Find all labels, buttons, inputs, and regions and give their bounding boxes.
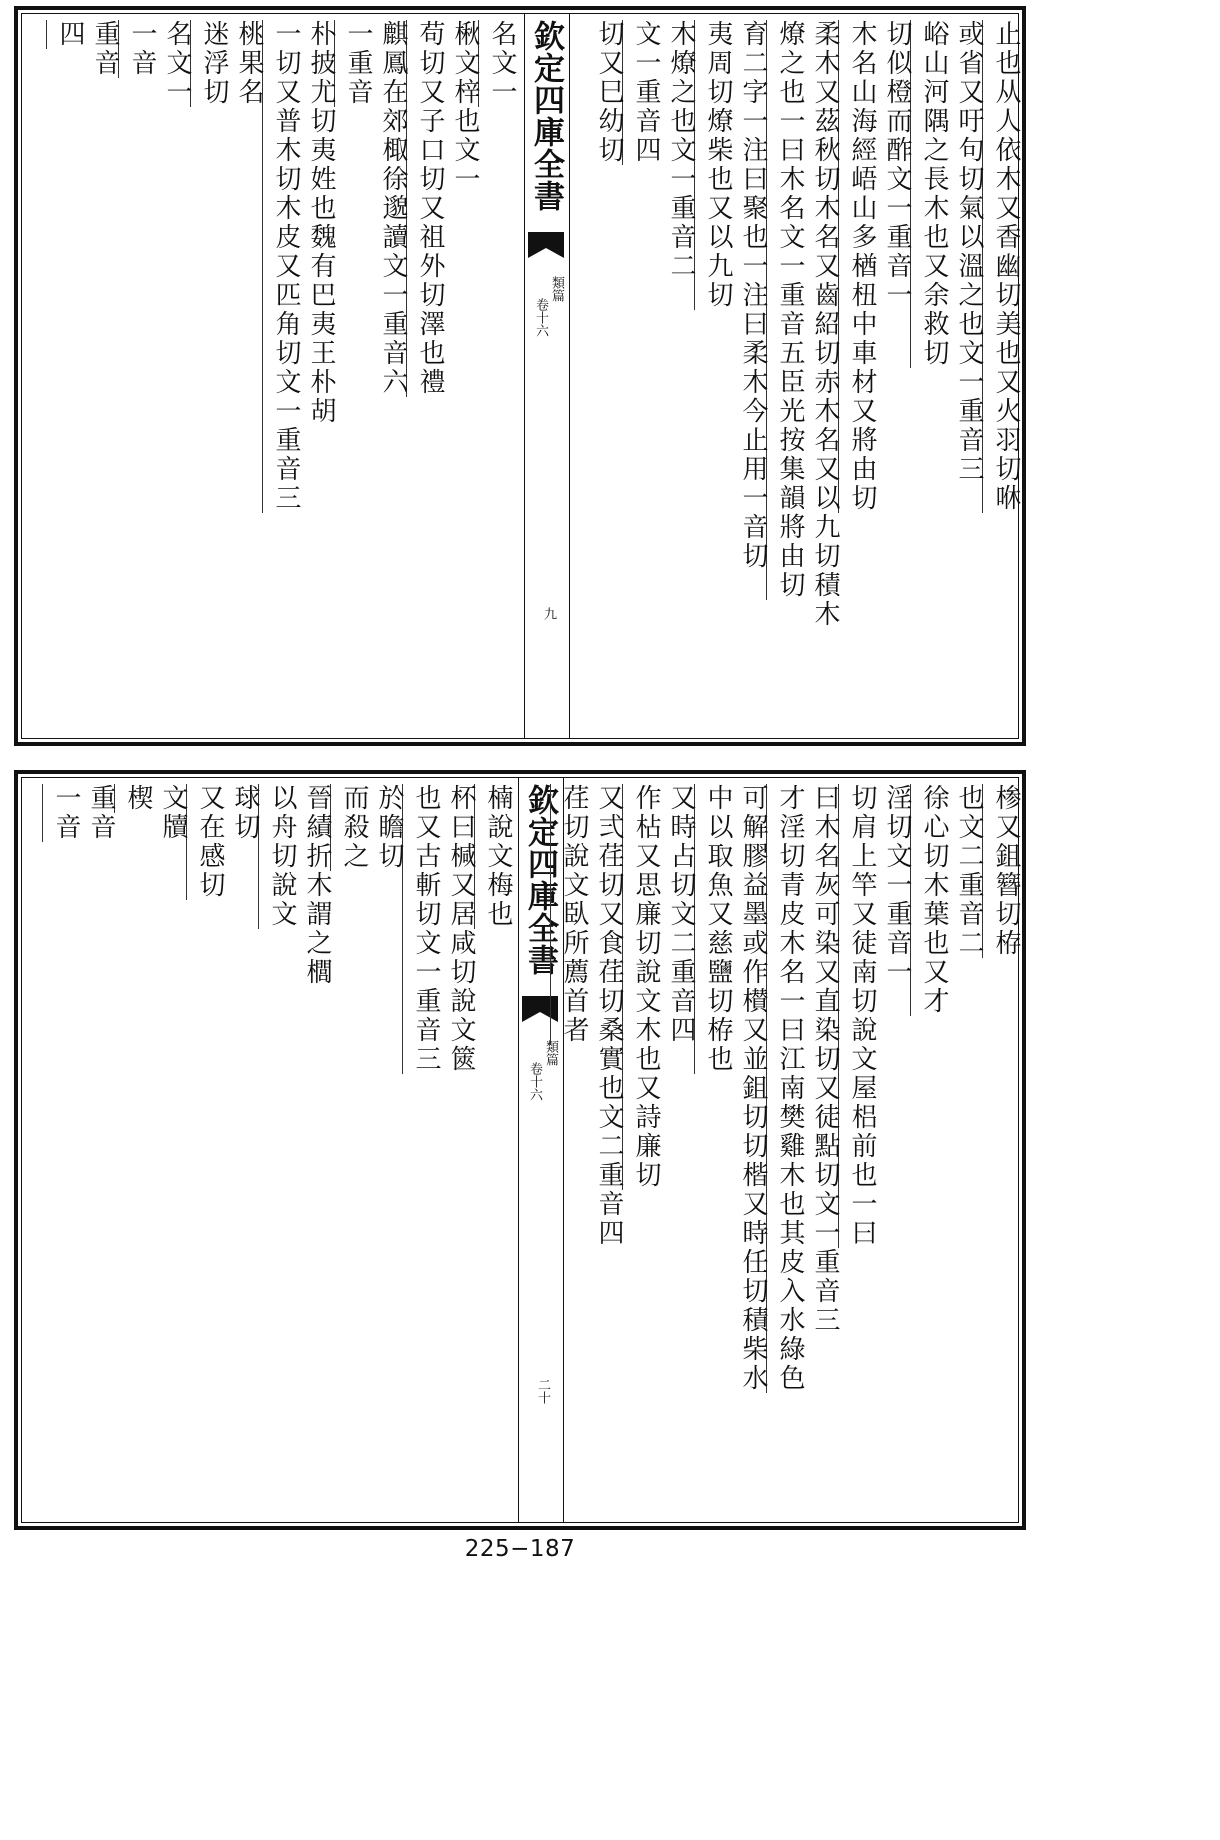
- lower-page-panel: [14, 770, 1026, 1530]
- text-column: 止也从人依木又香幽切美也又火羽切咻: [982, 20, 1021, 513]
- text-column: 球切: [230, 784, 260, 842]
- text-column: 峪山河隅之長木也又余救切: [910, 20, 949, 368]
- text-column: 柔木又茲秋切木名又齒紹切赤木名又以九切積木: [810, 20, 840, 629]
- text-column: 一切又普木切木皮又匹角切文一重音三: [262, 20, 301, 513]
- text-column: 迷浮切: [190, 20, 229, 107]
- upper-page-frame: [21, 13, 1019, 739]
- text-column: 朴披尤切夷姓也魏有巴夷王朴胡: [306, 20, 336, 426]
- upper-banxin-margin: [524, 14, 570, 738]
- text-column: 重音: [90, 20, 120, 78]
- text-column: 或省又吁句切氣以溫之也文一重音三: [954, 20, 984, 484]
- text-column: 木燎之也文一重音二: [666, 20, 696, 281]
- text-column: 淫切文一重音一: [882, 784, 912, 987]
- text-column: 才淫切青皮木名一曰江南樊雞木也其皮入水綠色: [766, 784, 805, 1393]
- text-column: 燎之也一曰木名文一重音五臣光按集韻將由切: [766, 20, 805, 600]
- text-column: 桃果名: [234, 20, 264, 107]
- page-number: 225−187: [464, 1536, 576, 1562]
- text-column: 徐心切木葉也又才: [910, 784, 949, 1016]
- text-column: 作枮又思廉切說文木也又詩廉切: [622, 784, 661, 1190]
- category-label: 類篇: [549, 276, 564, 302]
- text-column: 名文一: [162, 20, 192, 107]
- text-column: 苟切又子口切又祖外切澤也禮: [406, 20, 445, 397]
- text-column: 重音: [86, 784, 116, 842]
- text-column: 楔: [114, 784, 153, 813]
- text-column: 曰木名灰可染又直染切又徒點切文一重音三: [810, 784, 840, 1335]
- text-column: 晉績折木謂之櫚: [302, 784, 332, 987]
- text-column: 又時占切文二重音四: [666, 784, 696, 1045]
- text-column: 也文二重音二: [954, 784, 984, 958]
- volume-label: 卷十六: [533, 298, 548, 337]
- text-column: 又弍荏切又食荏切桑實也文二重音四: [594, 784, 624, 1248]
- text-column: 夷周切燎柴也又以九切: [694, 20, 733, 310]
- text-column: 育二字一注曰聚也一注曰柔木今止用一音切: [738, 20, 768, 571]
- text-column: 也又古斬切文一重音三: [402, 784, 441, 1074]
- text-column: 荏切說文臥所薦首者: [550, 784, 589, 1045]
- text-column: 以舟切說文: [258, 784, 297, 929]
- text-column: 四: [46, 20, 85, 49]
- text-column: 文牘: [158, 784, 188, 842]
- volume-label: 卷十六: [527, 1062, 542, 1101]
- text-column: 杯曰椷又居咸切說文篋: [446, 784, 476, 1074]
- book-title: 欽定四庫全書: [522, 784, 558, 976]
- category-label: 類篇: [543, 1040, 558, 1066]
- text-column: 切似橙而酢文一重音一: [882, 20, 912, 310]
- text-column: 文一重音四: [622, 20, 661, 165]
- text-column: 切肩上竿又徒南切說文屋梠前也一曰: [838, 784, 877, 1248]
- text-column: 麒鳳在郊棷徐邈讀文一重音六: [378, 20, 408, 397]
- book-title: 欽定四庫全書: [528, 20, 564, 212]
- text-column: 切又巳幼切: [594, 20, 624, 165]
- text-column: 一音: [42, 784, 81, 842]
- text-column: 木名山海經峿山多楢杻中車材又將由切: [838, 20, 877, 513]
- text-column: 一音: [118, 20, 157, 78]
- upper-page-panel: [14, 6, 1026, 746]
- folio-number: 九: [541, 607, 556, 620]
- folio-number: 二十: [535, 1378, 550, 1404]
- lower-page-frame: [21, 777, 1019, 1523]
- text-column: 可解膠益墨或作櫕又並鉏切切楷又時任切積柴水: [738, 784, 768, 1393]
- text-column: 而殺之: [330, 784, 369, 871]
- text-column: 楸文梓也文一: [450, 20, 480, 194]
- text-column: 名文一: [478, 20, 517, 107]
- text-column: 於瞻切: [374, 784, 404, 871]
- text-column: 楠說文梅也: [474, 784, 513, 929]
- text-column: 又在感切: [186, 784, 225, 900]
- fishtail-ornament: [528, 232, 564, 260]
- text-column: 一重音: [334, 20, 373, 107]
- text-column: 中以取魚又慈鹽切栫也: [694, 784, 733, 1074]
- text-column: 椮又鉏簪切栫: [982, 784, 1021, 958]
